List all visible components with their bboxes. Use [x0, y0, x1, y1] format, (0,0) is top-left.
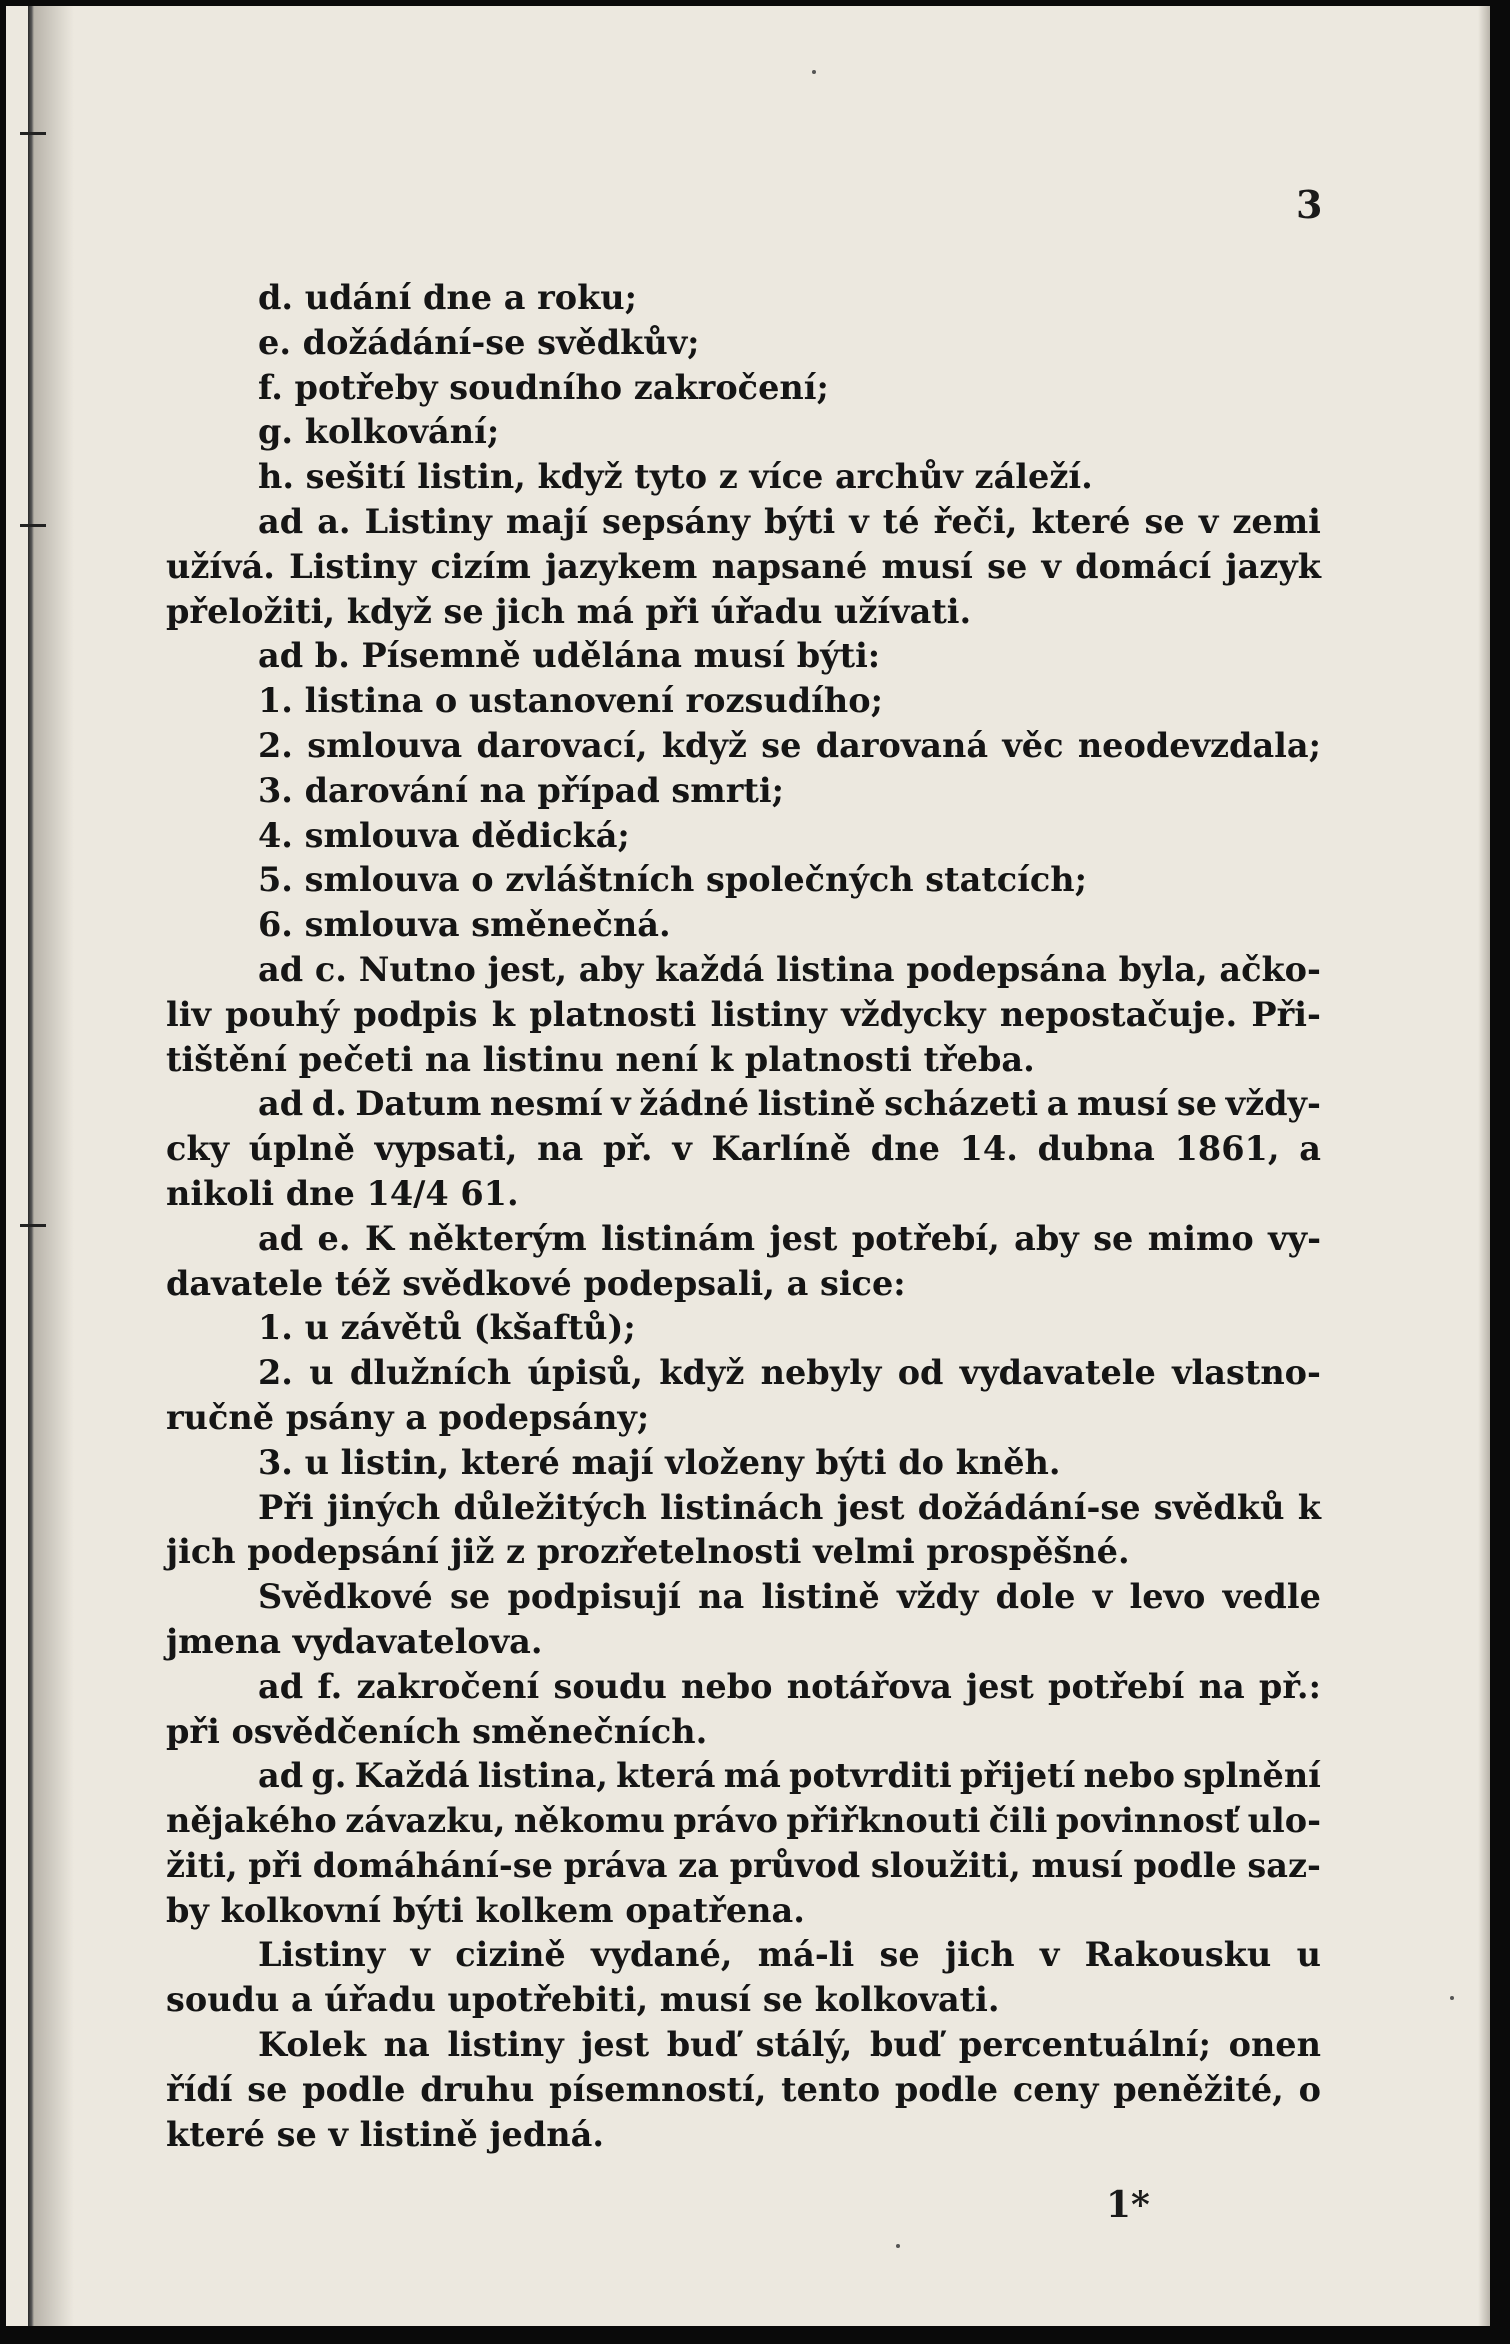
text-line: davatele též svědkové podepsali, a sice:: [166, 1263, 906, 1303]
speck: [896, 2244, 900, 2248]
speck: [812, 70, 816, 74]
text-line: 1. listina o ustanovení rozsudího;: [258, 681, 883, 721]
text-line: by kolkovní býti kolkem opatřena.: [166, 1890, 805, 1930]
text-line: Listiny v cizině vydané, má-li se jich v Rakousku u: [258, 1935, 1321, 1975]
text-line: 6. smlouva směnečná.: [258, 905, 671, 945]
text-line: ad e. K některým listinám jest potřebí, aby se mimo vy-: [258, 1218, 1321, 1258]
page-text: [166, 276, 1321, 2157]
text-line: užívá. Listiny cizím jazykem napsané musí se v domácí jazyk: [166, 546, 1321, 586]
text-line: 4. smlouva dědická;: [258, 815, 630, 855]
text-line: ad a. Listiny mají sepsány býti v té řeči, které se v zemi: [258, 501, 1321, 541]
text-line: 1. u závětů (kšaftů);: [258, 1308, 636, 1348]
text-line: ad c. Nutno jest, aby každá listina podepsána byla, ačko-: [258, 949, 1321, 989]
text-line: Při jiných důležitých listinách jest dožádání-se svědků k: [258, 1487, 1321, 1527]
text-line: cky úplně vypsati, na př. v Karlíně dne 14. dubna 1861, a: [166, 1129, 1321, 1169]
text-line: 5. smlouva o zvláštních společných statcích;: [258, 860, 1088, 900]
text-line: žiti, při domáhání-se práva za průvod sloužiti, musí podle saz-: [166, 1845, 1321, 1885]
text-line: jmena vydavatelova.: [166, 1621, 543, 1661]
text-line: tištění pečeti na listinu není k platnosti třeba.: [166, 1039, 1035, 1079]
text-line: ad b. Písemně udělána musí býti:: [258, 636, 881, 676]
text-line: g. kolkování;: [258, 412, 500, 452]
margin-tick: [20, 1224, 46, 1227]
text-line: při osvědčeních směnečních.: [166, 1711, 708, 1751]
text-line: přeložiti, když se jich má při úřadu užívati.: [166, 591, 972, 631]
speck: [1450, 1996, 1454, 2000]
gutter-shadow: [34, 6, 74, 2326]
text-line: Kolek na listiny jest buď stálý, buď percentuální; onen: [258, 2025, 1321, 2065]
margin-tick: [20, 524, 46, 527]
text-line: f. potřeby soudního zakročení;: [258, 367, 829, 407]
text-line: Svědkové se podpisují na listině vždy dole v levo vedle: [258, 1577, 1321, 1617]
text-line: nikoli dne 14/4 61.: [166, 1173, 519, 1213]
page-edge-shadow: [1478, 6, 1490, 2326]
text-line: řídí se podle druhu písemností, tento podle ceny peněžité, o: [166, 2069, 1321, 2109]
text-line: d. udání dne a roku;: [258, 278, 638, 317]
text-line: ad d. Datum nesmí v žádné listině scházeti a musí se vždy-: [258, 1084, 1321, 1124]
text-line: 3. u listin, které mají vloženy býti do kněh.: [258, 1442, 1061, 1482]
book-page: [6, 6, 1490, 2326]
text-line: liv pouhý podpis k platnosti listiny vždycky nepostačuje. Při-: [166, 994, 1321, 1034]
signature-mark: 1*: [1106, 2184, 1150, 2226]
text-line: 2. u dlužních úpisů, když nebyly od vydavatele vlastno-: [258, 1353, 1321, 1393]
text-line: e. dožádání-se svědkův;: [258, 322, 700, 362]
text-line: jich podepsání již z prozřetelnosti velmi prospěšné.: [166, 1532, 1130, 1572]
page-number: 3: [1296, 182, 1323, 227]
text-line: ad f. zakročení soudu nebo notářova jest potřebí na př.:: [258, 1666, 1321, 1706]
margin-tick: [20, 132, 46, 135]
text-line: h. sešití listin, když tyto z více archův záleží.: [258, 457, 1093, 497]
text-line: ad g. Každá listina, která má potvrditi přijetí nebo splnění: [258, 1756, 1321, 1796]
text-line: 3. darování na případ smrti;: [258, 770, 784, 810]
text-line: soudu a úřadu upotřebiti, musí se kolkovati.: [166, 1980, 1000, 2020]
text-line: nějakého závazku, někomu právo přiřknouti čili povinnosť ulo-: [166, 1801, 1321, 1841]
text-line: které se v listině jedná.: [166, 2114, 605, 2154]
text-line: ručně psány a podepsány;: [166, 1397, 650, 1437]
text-line: 2. smlouva darovací, když se darovaná věc neodevzdala;: [258, 725, 1321, 765]
